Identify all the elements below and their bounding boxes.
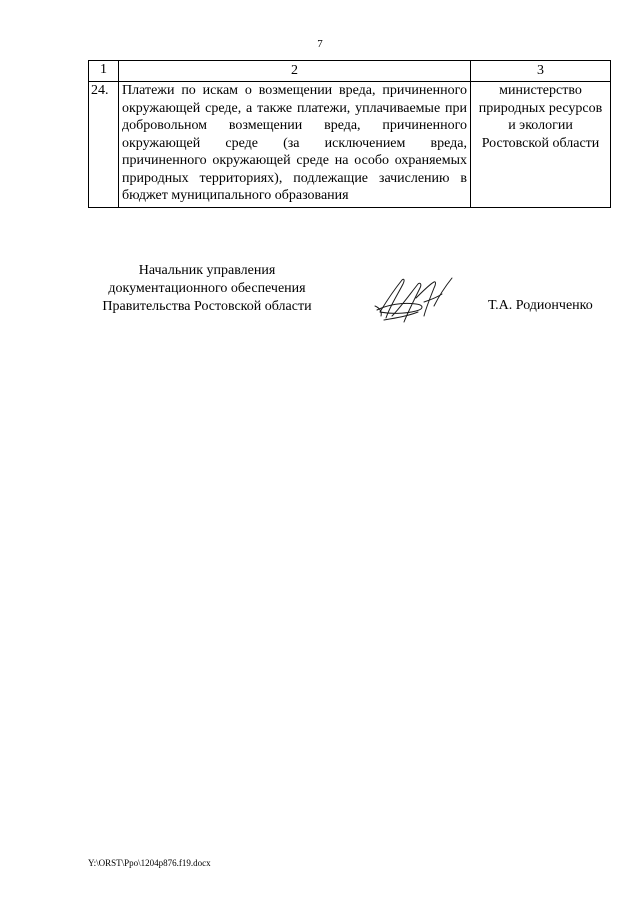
signer-title-line-3: Правительства Ростовской области bbox=[102, 299, 312, 314]
row-responsible: министерство природных ресурсов и экологии Ростовской области bbox=[478, 83, 603, 151]
row-number: 24. bbox=[89, 82, 119, 208]
table-header-row bbox=[89, 61, 611, 82]
signer-title bbox=[88, 262, 326, 316]
handwritten-signature bbox=[372, 272, 458, 328]
row-responsible-cell bbox=[471, 82, 611, 208]
signer-name: Т.А. Родионченко bbox=[488, 298, 593, 313]
table-row bbox=[89, 82, 611, 208]
page-number: 7 bbox=[317, 38, 323, 50]
row-description: Платежи по искам о возмещении вреда, причиненного окружающей среде, а также платежи, уплачиваемые при добровольном возмещении вреда, причиненного окружающей среде (за исключением вреда, причиненного окружающей среде на особо охраняемых природных территориях), подлежащие зачислению в бюджет муниципального образования bbox=[122, 83, 467, 203]
payments-table bbox=[88, 60, 611, 208]
signer-title-line-2: документационного обеспечения bbox=[108, 281, 306, 296]
header-col-1: 1 bbox=[89, 61, 119, 82]
header-col-2: 2 bbox=[119, 61, 471, 82]
footer-file-path: Y:\ORST\Ppo\1204p876.f19.docx bbox=[88, 858, 211, 868]
signer-title-line-1: Начальник управления bbox=[138, 263, 276, 278]
row-description-cell bbox=[119, 82, 471, 208]
header-col-3: 3 bbox=[471, 61, 611, 82]
